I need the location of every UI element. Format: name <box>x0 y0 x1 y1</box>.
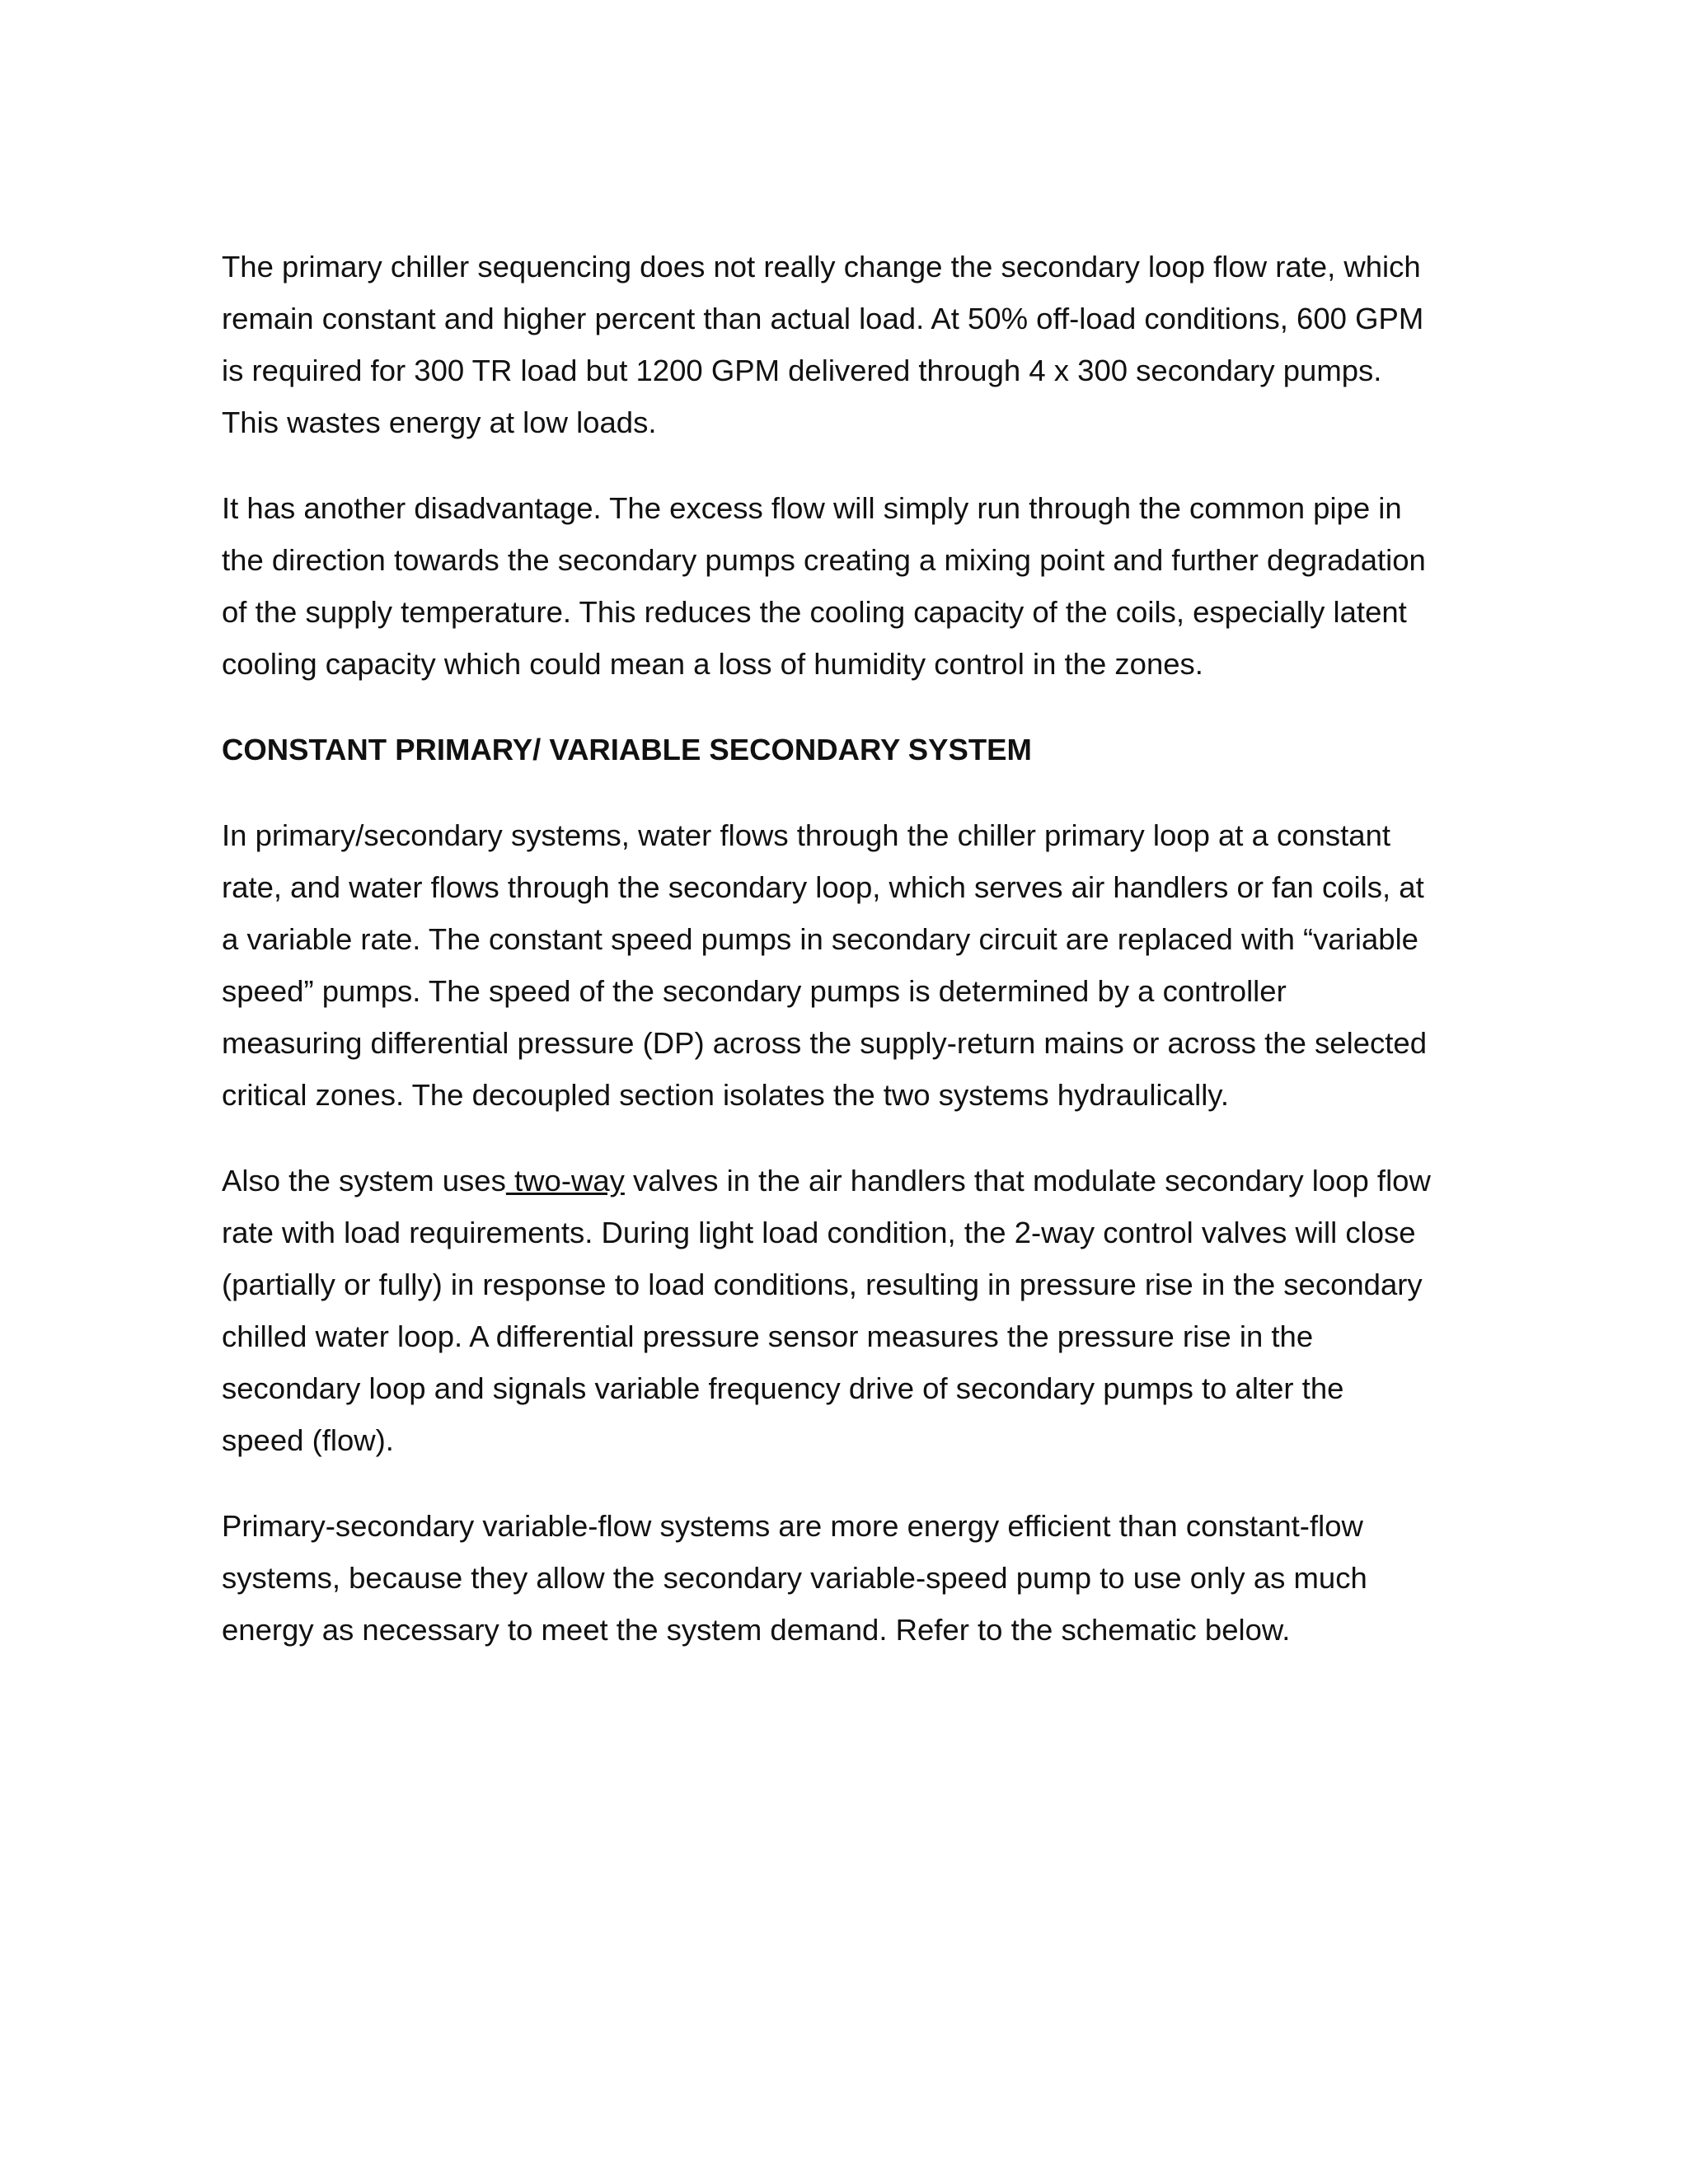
paragraph-primary-secondary: In primary/secondary systems, water flows through the chiller primary loop at a constant rate, and water flows through the secondary loop, which serves air handlers or fan coils, at a variable rate. The constant speed pumps in secondary circuit are replaced with “variable speed” pumps. The speed of the secondary pumps is determined by a controller measuring differential pressure (DP) across the supply-return mains or across the selected critical zones. The decoupled section isolates the two systems hydraulically. <box>222 818 1427 1112</box>
paragraph-two-way-valves <box>222 1155 1433 1466</box>
section-heading: CONSTANT PRIMARY/ VARIABLE SECONDARY SYSTEM <box>222 733 1032 766</box>
paragraph-text-before: Also the system uses <box>222 1164 506 1197</box>
document-body <box>222 241 1433 1690</box>
paragraph-chiller-sequencing: The primary chiller sequencing does not really change the secondary loop flow rate, which remain constant and higher percent than actual load. At 50% off-load conditions, 600 GPM is required for 300 TR load but 1200 GPM delivered through 4 x 300 secondary pumps. This wastes energy at low loads. <box>222 250 1424 439</box>
two-way-underlined-text: two-way <box>505 1164 625 1197</box>
paragraph-energy-efficiency: Primary-secondary variable-flow systems are more energy efficient than constant-flow systems, because they allow the secondary variable-speed pump to use only as much energy as necessary to meet the system demand. Refer to the schematic below. <box>222 1509 1367 1647</box>
paragraph-text-after: valves in the air handlers that modulate secondary loop flow rate with load requirements. During light load condition, the 2-way control valves will close (partially or fully) in response to load conditions, resulting in pressure rise in the secondary chilled water loop. A differential pressure sensor measures the pressure rise in the secondary loop and signals variable frequency drive of secondary pumps to alter the speed (flow). <box>222 1164 1431 1457</box>
paragraph-disadvantage: It has another disadvantage. The excess flow will simply run through the common pipe in the direction towards the secondary pumps creating a mixing point and further degradation of the supply temperature. This reduces the cooling capacity of the coils, especially latent cooling capacity which could mean a loss of humidity control in the zones. <box>222 491 1426 681</box>
